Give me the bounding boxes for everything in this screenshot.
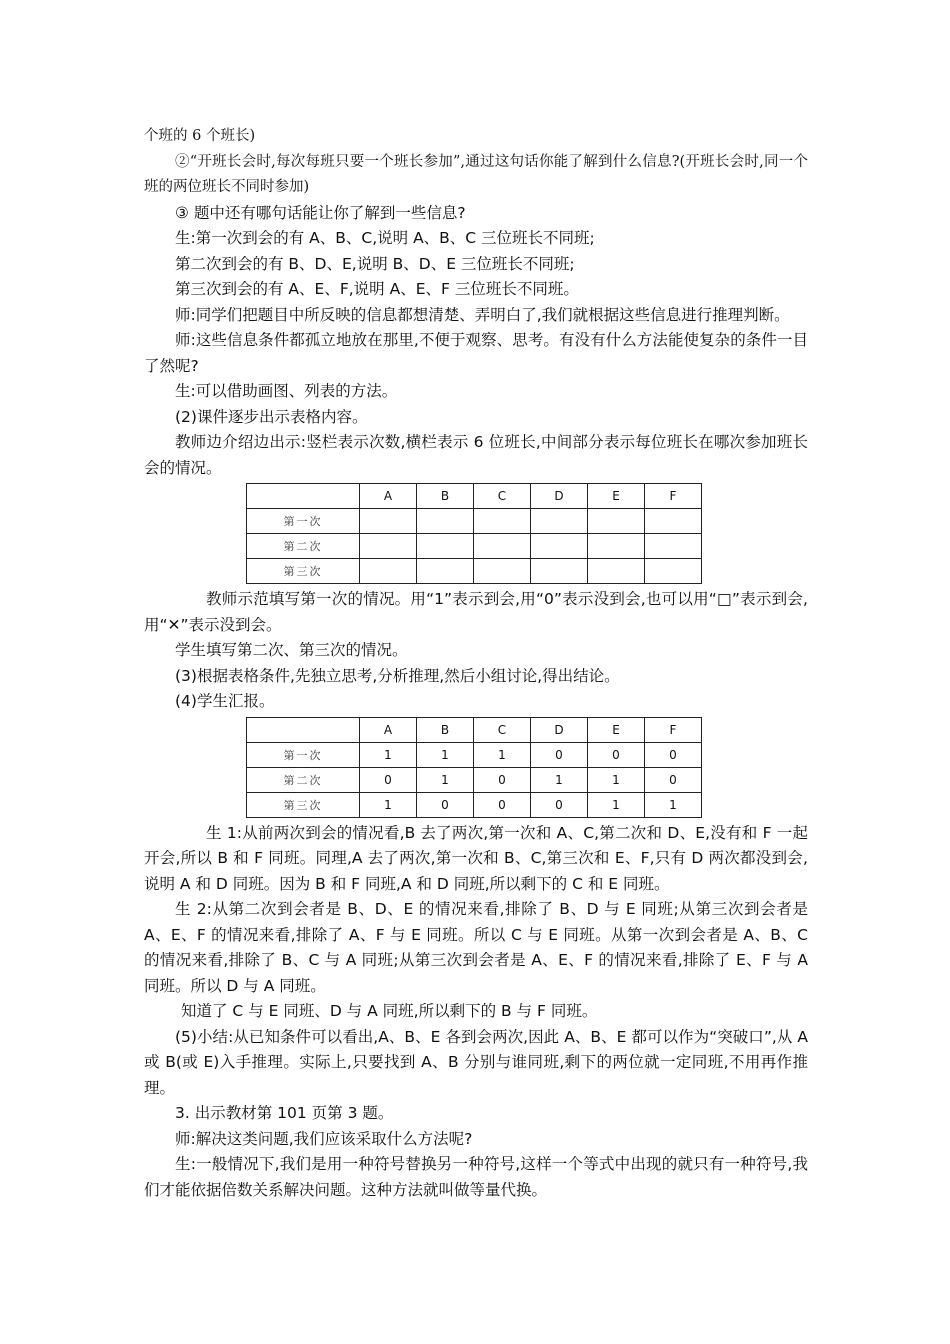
table-header-row (247, 717, 702, 742)
table-cell (645, 509, 702, 534)
row-header: 第一次 (247, 742, 360, 767)
table-cell: 0 (645, 742, 702, 767)
column-header: B (417, 717, 474, 742)
document-page (144, 124, 808, 1203)
column-header: A (360, 717, 417, 742)
table-row (247, 742, 702, 767)
table-cell: 0 (531, 742, 588, 767)
table-cell: 0 (360, 767, 417, 792)
table-cell: 1 (360, 742, 417, 767)
paragraph: 个班的 6 个班长) (144, 128, 256, 144)
row-header: 第三次 (247, 559, 360, 584)
table-cell (417, 509, 474, 534)
paragraph: 师:解决这类问题,我们应该采取什么方法呢? (175, 1129, 473, 1148)
column-header: D (531, 484, 588, 509)
table-cell (360, 534, 417, 559)
table-cell: 1 (588, 767, 645, 792)
table-cell (417, 559, 474, 584)
paragraph: ③ 题中还有哪句话能让你了解到一些信息? (175, 203, 466, 222)
paragraph: 第二次到会的有 B、D、E,说明 B、D、E 三位班长不同班; (175, 254, 575, 273)
paragraph: (5)小结:从已知条件可以看出,A、B、E 各到会两次,因此 A、B、E 都可以作为“突破口”,从 A 或 B(或 E)入手推理。实际上,只要找到 A、B 分别与谁同班,剩下的两位就一定同班,不用再作推理。 (144, 1027, 808, 1097)
table-cell: 1 (417, 767, 474, 792)
table-cell: 1 (417, 742, 474, 767)
column-header: B (417, 484, 474, 509)
table-cell (417, 534, 474, 559)
table-cell: 0 (417, 792, 474, 817)
table-cell: 1 (531, 767, 588, 792)
table-row (247, 767, 702, 792)
table-cell: 0 (531, 792, 588, 817)
paragraph: 知道了 C 与 E 同班、D 与 A 同班,所以剩下的 B 与 F 同班。 (181, 1002, 598, 1020)
column-header: C (474, 717, 531, 742)
table-cell: 1 (588, 792, 645, 817)
paragraph: 教师示范填写第一次的情况。用“1”表示到会,用“0”表示没到会,也可以用“□”表示到会,用“✕”表示没到会。 (144, 590, 808, 634)
column-header: D (531, 717, 588, 742)
paragraph: 师:同学们把题目中所反映的信息都想清楚、弄明白了,我们就根据这些信息进行推理判断。 (175, 305, 790, 324)
table-cell (474, 534, 531, 559)
table-corner-cell (247, 484, 360, 509)
column-header: E (588, 717, 645, 742)
table-cell: 0 (474, 767, 531, 792)
paragraph: (4)学生汇报。 (175, 692, 275, 710)
attendance-table-empty (246, 483, 702, 584)
table-header-row (247, 484, 702, 509)
paragraph: 3. 出示教材第 101 页第 3 题。 (175, 1104, 394, 1122)
paragraph: 学生填写第二次、第三次的情况。 (175, 641, 408, 659)
row-header: 第一次 (247, 509, 360, 534)
table-cell (360, 559, 417, 584)
paragraph: ②“开班长会时,每次每班只要一个班长参加”,通过这句话你能了解到什么信息?(开班长会时,同一个班的两位班长不同时参加) (144, 153, 808, 195)
row-header: 第二次 (247, 534, 360, 559)
attendance-table-filled (246, 717, 702, 818)
column-header: E (588, 484, 645, 509)
table-row (247, 559, 702, 584)
table-cell (531, 559, 588, 584)
table-cell (645, 534, 702, 559)
table-row (247, 534, 702, 559)
table-cell: 0 (645, 767, 702, 792)
table-cell (645, 559, 702, 584)
paragraph: 第三次到会的有 A、E、F,说明 A、E、F 三位班长不同班。 (175, 280, 579, 298)
paragraph: 生:一般情况下,我们是用一种符号替换另一种符号,这样一个等式中出现的就只有一种符号,我们才能依据倍数关系解决问题。这种方法就叫做等量代换。 (144, 1155, 808, 1199)
paragraph: 生 1:从前两次到会的情况看,B 去了两次,第一次和 A、C,第二次和 D、E,没有和 F 一起开会,所以 B 和 F 同班。同理,A 去了两次,第一次和 B、C,第三次和 E、F,只有 D 两次都没到会,说明 A 和 D 同班。因为 B 和 F 同班,A 和 D 同班,所以剩下的 C 和 E 同班。 (144, 823, 808, 893)
table-cell: 0 (474, 792, 531, 817)
table-cell (474, 559, 531, 584)
table-cell: 1 (474, 742, 531, 767)
table-cell (360, 509, 417, 534)
column-header: F (645, 717, 702, 742)
column-header: F (645, 484, 702, 509)
paragraph: 生:可以借助画图、列表的方法。 (175, 382, 398, 400)
table-row (247, 792, 702, 817)
row-header: 第二次 (247, 767, 360, 792)
table-cell: 1 (360, 792, 417, 817)
paragraph: (2)课件逐步出示表格内容。 (175, 407, 368, 426)
table-cell: 0 (588, 742, 645, 767)
paragraph: (3)根据表格条件,先独立思考,分析推理,然后小组讨论,得出结论。 (175, 666, 620, 685)
column-header: C (474, 484, 531, 509)
table-cell (531, 509, 588, 534)
table-cell (588, 534, 645, 559)
table-cell (588, 509, 645, 534)
table-cell (474, 509, 531, 534)
paragraph: 生 2:从第二次到会者是 B、D、E 的情况来看,排除了 B、D 与 E 同班;从第三次到会者是 A、E、F 的情况来看,排除了 A、F 与 E 同班。所以 C 与 E 同班。从第一次到会者是 A、B、C 的情况来看,排除了 B、C 与 A 同班;从第三次到会者是 A、E、F 的情况来看,排除了 E、F 与 A 同班。所以 D 与 A 同班。 (144, 900, 808, 995)
table-corner-cell (247, 717, 360, 742)
table-cell (531, 534, 588, 559)
paragraph: 生:第一次到会的有 A、B、C,说明 A、B、C 三位班长不同班; (175, 229, 595, 247)
table-row (247, 509, 702, 534)
paragraph: 师:这些信息条件都孤立地放在那里,不便于观察、思考。有没有什么方法能使复杂的条件一目了然呢? (144, 331, 808, 375)
table-cell: 1 (645, 792, 702, 817)
column-header: A (360, 484, 417, 509)
table-cell (588, 559, 645, 584)
row-header: 第三次 (247, 792, 360, 817)
paragraph: 教师边介绍边出示:竖栏表示次数,横栏表示 6 位班长,中间部分表示每位班长在哪次参加班长会的情况。 (144, 433, 808, 477)
